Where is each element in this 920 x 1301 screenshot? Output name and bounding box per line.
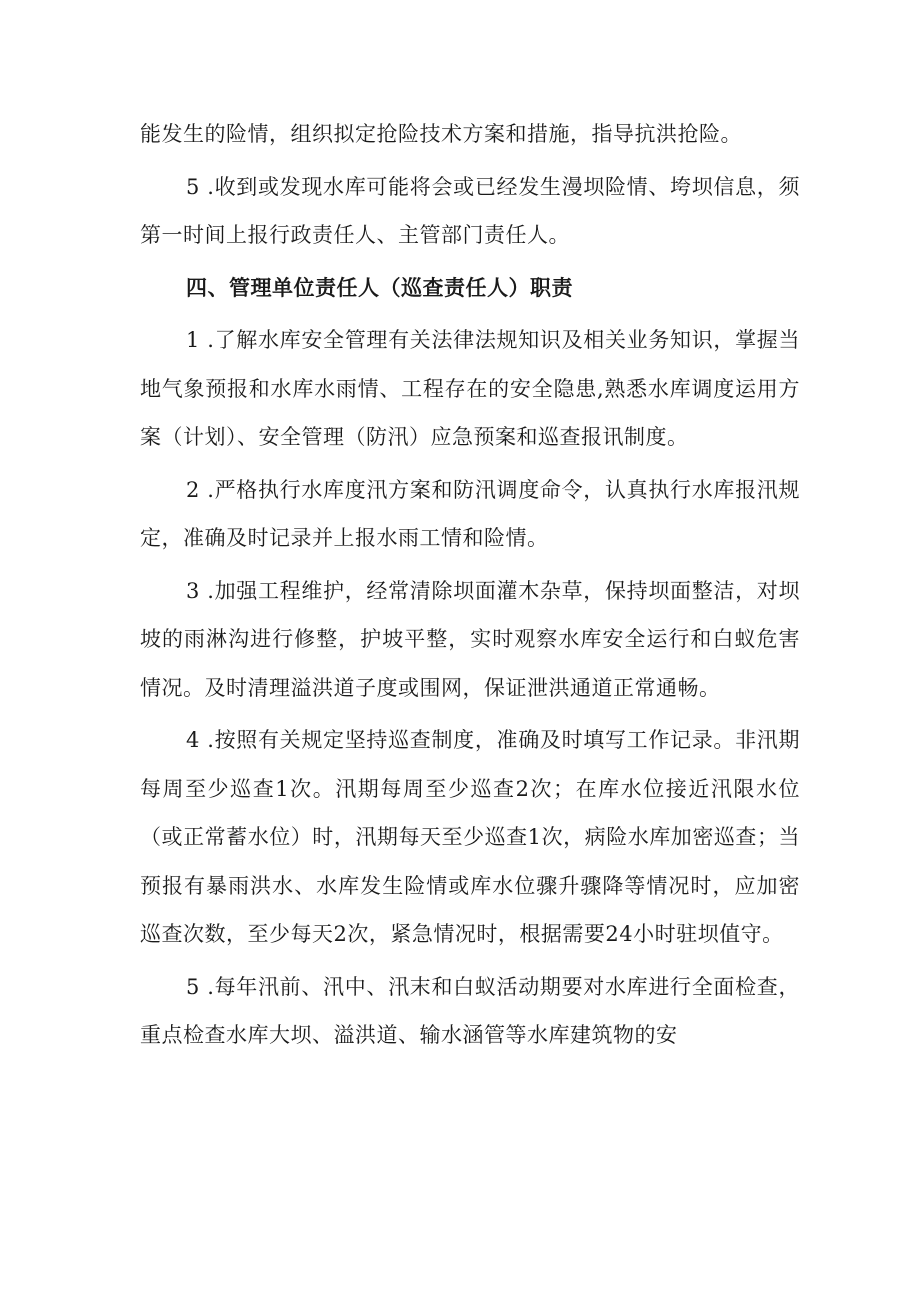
paragraph-item-4-inspection: 4 .按照有关规定坚持巡查制度，准确及时填写工作记录。非汛期每周至少巡查1次。汛期每周至少巡查2次；在库水位接近汛限水位（或正常蓄水位）时，汛期每天至少巡查1次，病险水库加密巡查；当预报有暴雨洪水、水库发生险情或库水位骤升骤降等情况时，应加密巡查次数，至少每天2次，紧急情况时，根据需要24小时驻坝值守。 [140,728,800,946]
paragraph-item-1-knowledge: 1 .了解水库安全管理有关法律法规知识及相关业务知识，掌握当地气象预报和水库水雨情、工程存在的安全隐患,熟悉水库调度运用方案（计划）、安全管理（防汛）应急预案和巡查报讯制度。 [140,328,800,449]
paragraph-item-2-orders: 2 .严格执行水库度汛方案和防汛调度命令，认真执行水库报汛规定，准确及时记录并上报水雨工情和险情。 [140,477,800,550]
paragraph-item-3-maintenance: 3 .加强工程维护，经常清除坝面灌木杂草，保持坝面整洁，对坝坡的雨淋沟进行修整，护坡平整，实时观察水库安全运行和白蚁危害情况。及时清理溢洪道子度或围网，保证泄洪通道正常通畅。 [140,578,800,700]
paragraph-item-5-annual-check: 5 .每年汛前、汛中、汛末和白蚁活动期要对水库进行全面检查，重点检查水库大坝、溢洪道、输水涵管等水库建筑物的安 [140,974,800,1047]
paragraph-item-5-report: 5 .收到或发现水库可能将会或已经发生漫坝险情、垮坝信息，须第一时间上报行政责任人、主管部门责任人。 [140,174,800,247]
section-heading-four: 四、管理单位责任人（巡查责任人）职责 [186,275,573,300]
document-body [140,110,800,1060]
paragraph-continuation: 能发生的险情，组织拟定抢险技术方案和措施，指导抗洪抢险。 [140,122,742,146]
